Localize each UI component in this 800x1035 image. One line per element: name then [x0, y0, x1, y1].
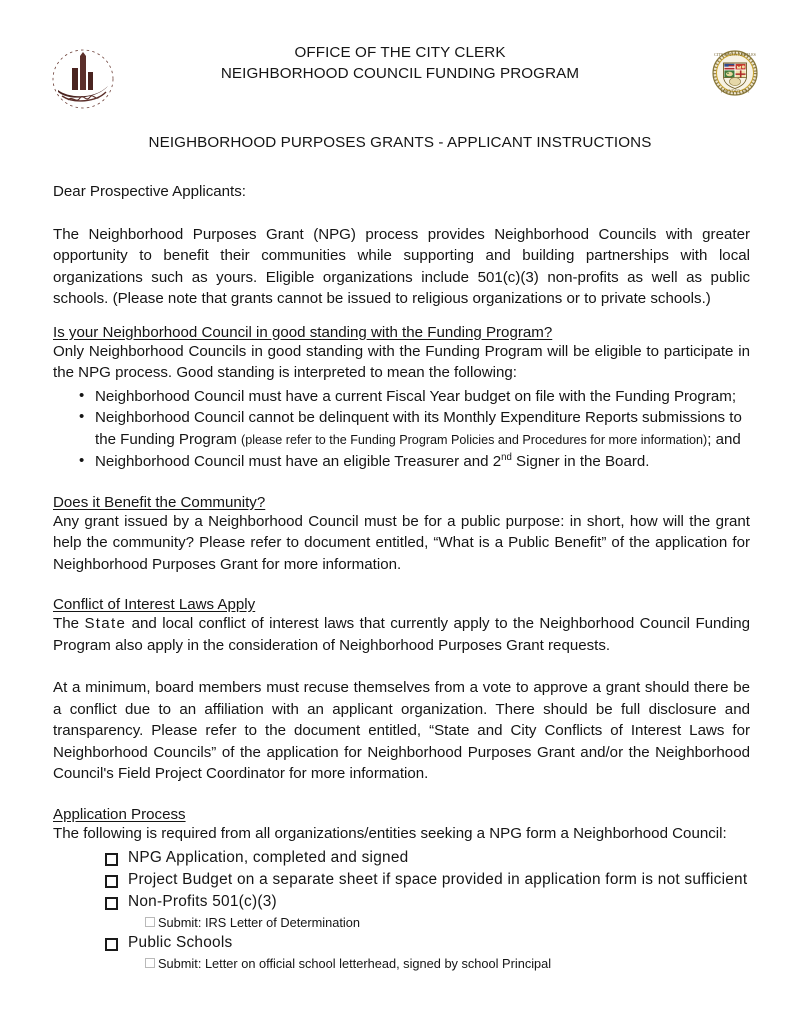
checkbox-small-unchecked-icon[interactable] — [145, 958, 155, 968]
checklist-subitem[interactable] — [53, 954, 750, 973]
spacer — [53, 785, 750, 806]
city-of-los-angeles-seal-icon — [712, 50, 758, 96]
city-clerk-seal-icon — [50, 46, 116, 112]
checklist-item[interactable] — [53, 869, 750, 891]
checkbox-unchecked-icon[interactable] — [105, 875, 118, 888]
checkbox-small-unchecked-icon[interactable] — [145, 917, 155, 927]
header-line-office: OFFICE OF THE CITY CLERK — [294, 44, 506, 61]
header-line-program: NEIGHBORHOOD COUNCIL FUNDING PROGRAM — [220, 65, 580, 82]
checklist-item-label: Non-Profits 501(c)(3) — [128, 893, 277, 910]
ordinal-suffix: nd — [501, 451, 512, 463]
salutation: Dear Prospective Applicants: — [53, 183, 246, 200]
checklist-item[interactable] — [53, 891, 750, 913]
checklist-subitem-label: Submit: Letter on official school letterhead, signed by school Principal — [158, 956, 552, 971]
spacer — [53, 656, 750, 677]
checkbox-unchecked-icon[interactable] — [105, 897, 118, 910]
spacer — [53, 473, 750, 494]
list-item — [53, 451, 750, 473]
checklist-item-label: NPG Application, completed and signed — [128, 849, 409, 866]
checklist-item[interactable] — [53, 932, 750, 954]
conflict-paragraph-one — [53, 613, 750, 656]
svg-text:CITY OF LOS ANGELES: CITY OF LOS ANGELES — [714, 53, 756, 58]
bullet-text-after: ; and — [707, 430, 741, 448]
good-standing-bullet-list — [53, 386, 750, 473]
checkbox-unchecked-icon[interactable] — [105, 853, 118, 866]
benefit-community-paragraph: Any grant issued by a Neighborhood Council must be for a public purpose: in short, how will the grant help the community? Please refer to document entitled, “What is a Public Benefit” of the application for Neighborhood Purposes Grant for more information. — [53, 512, 750, 573]
section-heading-application-process: Application Process — [53, 805, 186, 823]
spacer — [53, 575, 750, 596]
checklist-item-label: Public Schools — [128, 934, 233, 951]
application-requirements-checklist — [53, 847, 750, 973]
checklist-subitem-label: Submit: IRS Letter of Determination — [158, 915, 360, 930]
section-heading-conflict-of-interest: Conflict of Interest Laws Apply — [53, 596, 256, 613]
bullet-text: Neighborhood Council must have a current Fiscal Year budget on file with the Funding Program; — [95, 387, 737, 405]
conflict-paragraph-two: At a minimum, board members must recuse themselves from a vote to approve a grant should there be a conflict due to an affiliation with an applicant organization. There should be full disclosure and transparency. Please refer to the document entitled, “State and City Conflicts of Interest Laws for Neighborhood Councils” of the application for Neighborhood Purposes Grant and/or the Neighborhood Council's Field Project Coordinator for more information. — [53, 679, 750, 782]
application-process-paragraph: The following is required from all organizations/entities seeking a NPG form a Neighborhood Council: — [53, 824, 727, 842]
spacer — [53, 310, 750, 324]
section-heading-good-standing: Is your Neighborhood Council in good standing with the Funding Program? — [53, 323, 553, 341]
conflict-text-part1: The — [53, 615, 85, 632]
checkbox-unchecked-icon[interactable] — [105, 938, 118, 951]
svg-text:FOUNDED 1781: FOUNDED 1781 — [720, 88, 750, 94]
bullet-text-before: Neighborhood Council cannot be delinquent with its Monthly Expenditure Reports submissions to the Funding Program — [95, 409, 742, 448]
document-header — [0, 0, 800, 110]
section-heading-benefit-community: Does it Benefit the Community? — [53, 493, 266, 511]
checklist-item[interactable] — [53, 847, 750, 869]
list-item — [53, 386, 750, 408]
checklist-item-label: Project Budget on a separate sheet if space provided in application form is not sufficient — [128, 871, 748, 888]
bullet-text-after: Signer in the Board. — [511, 453, 650, 470]
list-item — [53, 407, 750, 451]
document-subtitle: NEIGHBORHOOD PURPOSES GRANTS - APPLICANT INSTRUCTIONS — [148, 134, 652, 151]
conflict-text-state: State — [84, 615, 127, 632]
conflict-text-part2: and local conflict of interest laws that currently apply to the Neighborhood Council Funding Program also apply in the consideration of Neighborhood Purposes Grant requests. — [53, 615, 750, 654]
spacer — [53, 203, 750, 224]
document-body — [0, 181, 800, 973]
good-standing-paragraph: Only Neighborhood Councils in good standing with the Funding Program will be eligible to participate in the NPG process. Good standing is interpreted to mean the following: — [53, 342, 750, 381]
bullet-text-before: Neighborhood Council must have an eligible Treasurer and 2 — [95, 453, 502, 470]
bullet-parenthetical-note: (please refer to the Funding Program Policies and Procedures for more information) — [241, 432, 708, 447]
checklist-subitem[interactable] — [53, 913, 750, 932]
intro-paragraph: The Neighborhood Purposes Grant (NPG) process provides Neighborhood Councils with greater opportunity to benefit their communities while supporting and building partnerships with local organizations such as yours. Eligible organizations include 501(c)(3) non-profits as well as public schools. (Please note that grants cannot be issued to religious organizations or to private schools.) — [53, 225, 750, 307]
